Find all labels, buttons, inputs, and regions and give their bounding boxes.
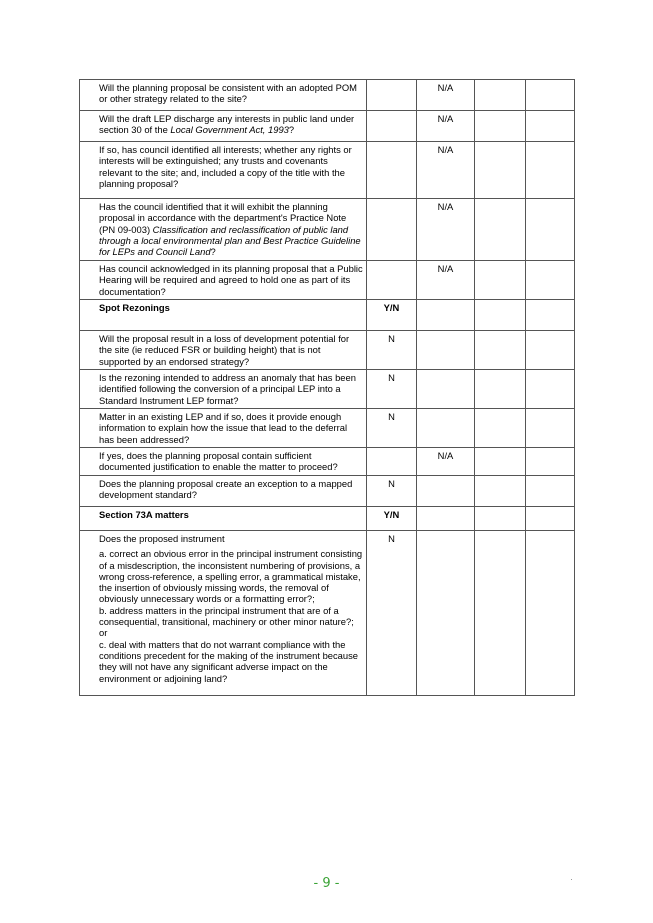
blank-cell <box>526 199 575 261</box>
question-cell <box>80 531 367 696</box>
question-subitem: b. address matters in the principal instrument that are of a consequential, transitional, machinery or other minor nature?; or <box>99 604 354 639</box>
blank-cell <box>475 261 526 300</box>
yn-cell: N <box>367 476 417 507</box>
question-italic-text: Classification and reclassification of public land through a local environmental plan and Best Practice Guideline for LEPs and Council Land <box>99 223 361 258</box>
blank-cell <box>475 199 526 261</box>
question-subitem: a. correct an obvious error in the principal instrument consisting of a misdescription, the inconsistent numbering of provisions, a wrong cross-reference, a spelling error, a grammatical mistake, the insertion of obviously missing words, the removal of obviously unnecessary words or a formatting error?; <box>99 548 363 605</box>
question-text: Will the proposal result in a loss of development potential for the site (ie reduced FSR or building height) that is not supported by an endorsed strategy? <box>99 333 350 367</box>
question-text: If yes, does the planning proposal contain sufficient documented justification to enable the matter to proceed? <box>99 450 338 473</box>
na-cell <box>417 507 475 531</box>
question-text: ? <box>210 246 216 258</box>
na-cell: N/A <box>417 111 475 142</box>
yn-cell <box>367 111 417 142</box>
yn-cell: N <box>367 531 417 696</box>
page-number: - 9 - <box>313 876 340 891</box>
question-text: Will the draft LEP discharge any interests in public land under section 30 of the <box>99 113 355 136</box>
na-cell: N/A <box>417 199 475 261</box>
question-text: Does the proposed instrument <box>99 533 225 544</box>
na-cell: N/A <box>417 448 475 476</box>
question-text: Will the planning proposal be consistent with an adopted POM or other strategy related to the site? <box>99 82 357 105</box>
question-cell <box>80 370 367 409</box>
question-italic-text: Local Government Act, 1993 <box>170 124 289 136</box>
na-cell: N/A <box>417 142 475 199</box>
blank-cell <box>526 80 575 111</box>
question-subitem: c. deal with matters that do not warrant compliance with the conditions precedent for the making of the instrument because they will not have any significant adverse impact on the environment or adjoining land? <box>99 638 359 684</box>
na-cell <box>417 409 475 448</box>
question-cell <box>80 199 367 261</box>
yn-cell: N <box>367 331 417 370</box>
section-heading-text: Section 73A matters <box>99 509 189 520</box>
yn-cell <box>367 80 417 111</box>
blank-cell <box>526 448 575 476</box>
checklist-body <box>80 80 575 696</box>
blank-cell <box>475 142 526 199</box>
blank-cell <box>526 111 575 142</box>
checklist-row <box>80 331 575 370</box>
blank-cell <box>475 80 526 111</box>
checklist-row <box>80 409 575 448</box>
section-heading-row <box>80 300 575 331</box>
na-cell <box>417 331 475 370</box>
blank-cell <box>526 476 575 507</box>
blank-cell <box>475 111 526 142</box>
checklist-table <box>79 79 575 696</box>
na-cell <box>417 531 475 696</box>
checklist-row <box>80 199 575 261</box>
yn-cell: Y/N <box>367 507 417 531</box>
checklist-row <box>80 370 575 409</box>
question-text: If so, has council identified all interests; whether any rights or interests will be extinguished; any trusts and covenants relevant to the site; and, included a copy of the title with the planning proposal? <box>99 144 352 189</box>
yn-cell <box>367 448 417 476</box>
blank-cell <box>526 370 575 409</box>
question-text: Is the rezoning intended to address an anomaly that has been identified following the conversion of a principal LEP into a Standard Instrument LEP format? <box>99 372 356 406</box>
blank-cell <box>526 409 575 448</box>
blank-cell <box>475 409 526 448</box>
question-text: Matter in an existing LEP and if so, does it provide enough information to explain how the issue that lead to the deferral has been addressed? <box>99 411 348 445</box>
checklist-row <box>80 261 575 300</box>
blank-cell <box>475 476 526 507</box>
section-heading-text: Spot Rezonings <box>99 302 170 313</box>
section-heading-row <box>80 507 575 531</box>
question-cell <box>80 80 367 111</box>
blank-cell <box>475 507 526 531</box>
na-cell: N/A <box>417 80 475 111</box>
checklist-row <box>80 111 575 142</box>
blank-cell <box>526 261 575 300</box>
checklist-row <box>80 142 575 199</box>
question-cell <box>80 142 367 199</box>
na-cell <box>417 300 475 331</box>
na-cell <box>417 476 475 507</box>
question-text: Does the planning proposal create an exception to a mapped development standard? <box>99 478 353 501</box>
na-cell: N/A <box>417 261 475 300</box>
question-text: ? <box>288 124 295 136</box>
section-heading <box>80 300 367 331</box>
blank-cell <box>475 531 526 696</box>
question-text: Has council acknowledged in its planning proposal that a Public Hearing will be required and agreed to hold one as part of its documentation? <box>99 263 363 297</box>
question-cell <box>80 261 367 300</box>
blank-cell <box>526 331 575 370</box>
question-text: Has the council identified that it will exhibit the planning proposal in accordance with the department's Practice Note (PN 09-003) <box>99 201 347 235</box>
yn-cell: N <box>367 370 417 409</box>
yn-cell <box>367 199 417 261</box>
blank-cell <box>475 448 526 476</box>
blank-cell <box>526 142 575 199</box>
checklist-row <box>80 531 575 696</box>
yn-cell: N <box>367 409 417 448</box>
blank-cell <box>475 300 526 331</box>
checklist-row <box>80 448 575 476</box>
blank-cell <box>526 531 575 696</box>
blank-cell <box>526 507 575 531</box>
blank-cell <box>526 300 575 331</box>
question-cell <box>80 111 367 142</box>
blank-cell <box>475 370 526 409</box>
question-cell <box>80 409 367 448</box>
yn-cell: Y/N <box>367 300 417 331</box>
yn-cell <box>367 142 417 199</box>
question-cell <box>80 476 367 507</box>
blank-cell <box>475 331 526 370</box>
section-heading <box>80 507 367 531</box>
yn-cell <box>367 261 417 300</box>
question-cell <box>80 448 367 476</box>
question-cell <box>80 331 367 370</box>
corner-mark <box>571 879 572 880</box>
checklist-row <box>80 476 575 507</box>
checklist-row <box>80 80 575 111</box>
na-cell <box>417 370 475 409</box>
